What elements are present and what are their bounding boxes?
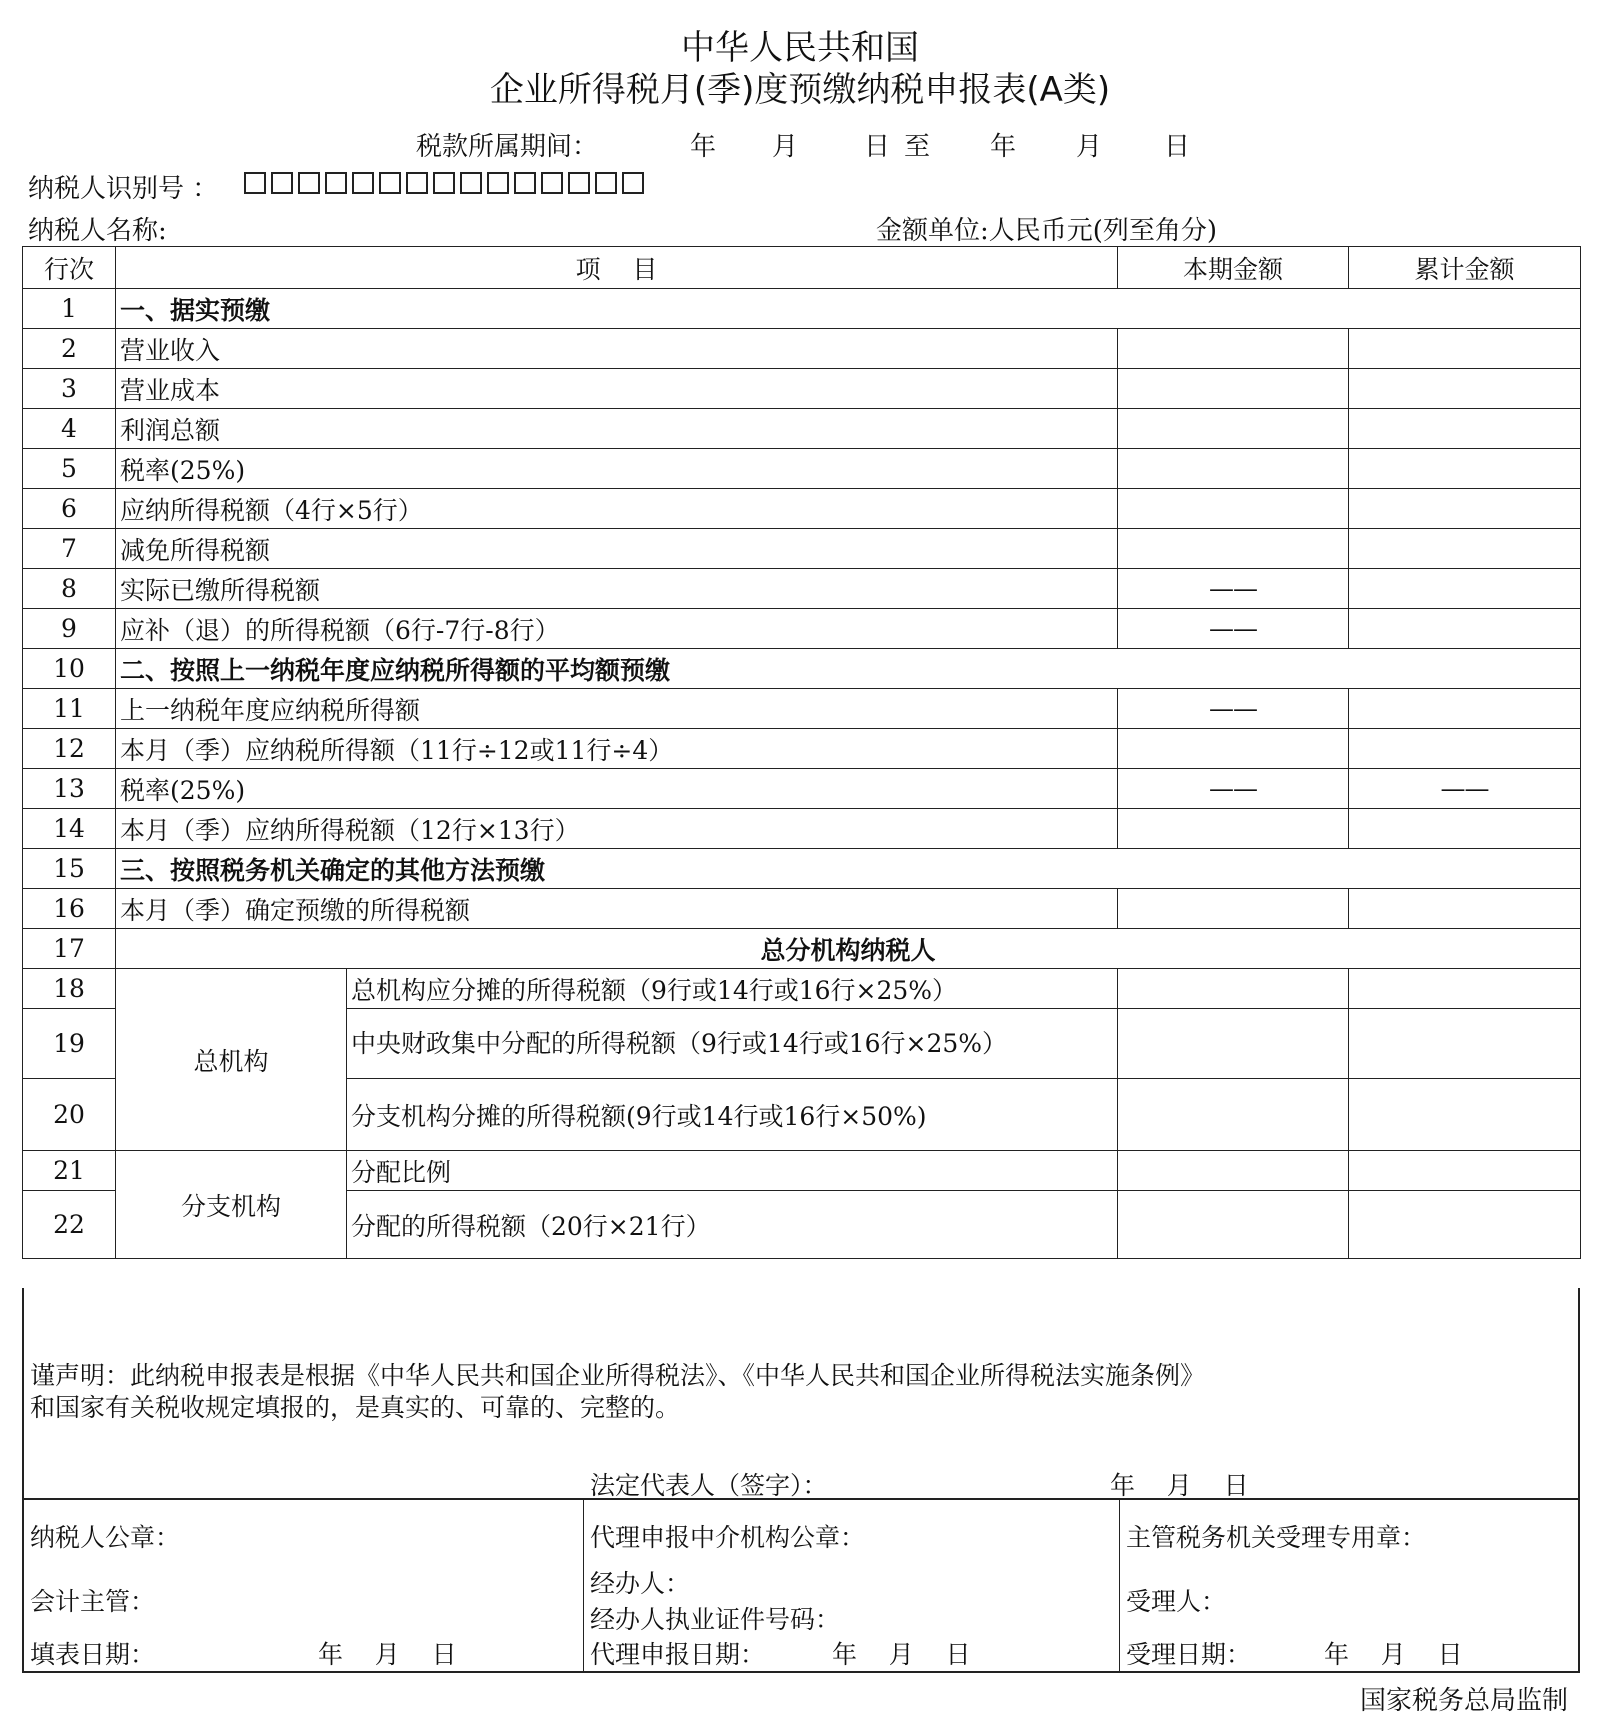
row-item: 本月（季）确定预缴的所得税额	[116, 889, 1118, 929]
agent-date-label: 代理申报日期：	[590, 1640, 766, 1669]
handler-label: 经办人：	[590, 1569, 691, 1598]
table-row	[23, 449, 1581, 489]
row-item: 分支机构分摊的所得税额(9行或14行或16行×50%)	[347, 1079, 1118, 1151]
row-item: 上一纳税年度应纳税所得额	[116, 689, 1118, 729]
row-number: 14	[23, 809, 116, 849]
receive-date-ymd[interactable]: 年 月 日	[1324, 1640, 1463, 1669]
section-heading: 二、按照上一纳税年度应纳税所得额的平均额预缴	[116, 649, 1581, 689]
signature-date[interactable]: 年 月 日	[1110, 1471, 1249, 1500]
current-amount-cell[interactable]	[1118, 889, 1349, 929]
row-item: 营业成本	[116, 369, 1118, 409]
divider	[1119, 1498, 1120, 1673]
row-number: 6	[23, 489, 116, 529]
row-item: 分配的所得税额（20行×21行）	[347, 1191, 1118, 1259]
row-item: 税率(25%)	[116, 769, 1118, 809]
row-number: 2	[23, 329, 116, 369]
id-digit-box[interactable]	[568, 172, 590, 194]
id-digit-box[interactable]	[271, 172, 293, 194]
period-to: 至	[904, 132, 931, 162]
cumulative-amount-cell[interactable]	[1349, 1191, 1581, 1259]
current-amount-cell[interactable]	[1118, 1191, 1349, 1259]
row-number: 17	[23, 929, 116, 969]
table-row	[23, 409, 1581, 449]
table-row	[23, 769, 1581, 809]
taxpayer-name-label: 纳税人名称:	[28, 216, 167, 246]
fill-date-label: 填表日期：	[30, 1640, 156, 1669]
id-digit-box[interactable]	[622, 172, 644, 194]
form-title-line1: 中华人民共和国	[681, 28, 919, 68]
row-number: 9	[23, 609, 116, 649]
row-item: 分配比例	[347, 1151, 1118, 1191]
current-amount-cell[interactable]	[1118, 369, 1349, 409]
current-amount-cell[interactable]	[1118, 809, 1349, 849]
taxpayer-seal-label: 纳税人公章：	[30, 1523, 181, 1552]
receiver-label: 受理人：	[1126, 1587, 1227, 1616]
id-digit-box[interactable]	[541, 172, 563, 194]
id-digit-box[interactable]	[487, 172, 509, 194]
declaration-line1: 谨声明：此纳税申报表是根据《中华人民共和国企业所得税法》、《中华人民共和国企业所得税法实施条例》	[30, 1361, 1206, 1390]
cumulative-amount-cell[interactable]	[1349, 809, 1581, 849]
row-item: 实际已缴所得税额	[116, 569, 1118, 609]
id-digit-box[interactable]	[433, 172, 455, 194]
table-row	[23, 329, 1581, 369]
branch-group-label: 分支机构	[116, 1151, 347, 1259]
current-amount-cell[interactable]	[1118, 1009, 1349, 1079]
id-digit-box[interactable]	[379, 172, 401, 194]
row-item: 应纳所得税额（4行×5行）	[116, 489, 1118, 529]
row-number: 19	[23, 1009, 116, 1079]
row-number: 20	[23, 1079, 116, 1151]
cumulative-amount-cell[interactable]	[1349, 569, 1581, 609]
cumulative-amount-cell[interactable]	[1349, 1079, 1581, 1151]
table-row	[23, 529, 1581, 569]
cumulative-amount-cell[interactable]	[1349, 889, 1581, 929]
col-header-current: 本期金额	[1118, 247, 1349, 289]
id-digit-box[interactable]	[406, 172, 428, 194]
period-day-start[interactable]: 日	[864, 132, 891, 162]
taxpayer-id-boxes[interactable]	[244, 172, 649, 194]
current-amount-cell[interactable]	[1118, 449, 1349, 489]
period-label: 税款所属期间：	[416, 132, 599, 162]
row-item: 应补（退）的所得税额（6行-7行-8行）	[116, 609, 1118, 649]
receive-date-label: 受理日期：	[1126, 1640, 1252, 1669]
table-row	[23, 929, 1581, 969]
row-number: 15	[23, 849, 116, 889]
table-header-row	[23, 247, 1581, 289]
cumulative-amount-cell[interactable]	[1349, 689, 1581, 729]
row-number: 12	[23, 729, 116, 769]
current-amount-dash: ——	[1118, 769, 1349, 809]
period-month-start[interactable]: 月	[772, 132, 799, 162]
legal-rep-signature[interactable]: 法定代表人（签字）：	[590, 1471, 828, 1500]
id-digit-box[interactable]	[298, 172, 320, 194]
row-number: 7	[23, 529, 116, 569]
row-item: 中央财政集中分配的所得税额（9行或14行或16行×25%）	[347, 1009, 1118, 1079]
period-day-end[interactable]: 日	[1164, 132, 1191, 162]
divider	[24, 1498, 1578, 1500]
cumulative-amount-cell[interactable]	[1349, 969, 1581, 1009]
current-amount-cell[interactable]	[1118, 729, 1349, 769]
row-number: 18	[23, 969, 116, 1009]
id-digit-box[interactable]	[352, 172, 374, 194]
form-title-line2: 企业所得税月(季)度预缴纳税申报表(A类)	[489, 70, 1111, 110]
row-number: 10	[23, 649, 116, 689]
id-digit-box[interactable]	[244, 172, 266, 194]
table-row	[23, 609, 1581, 649]
row-number: 13	[23, 769, 116, 809]
branch-taxpayer-heading: 总分机构纳税人	[116, 929, 1581, 969]
row-number: 21	[23, 1151, 116, 1191]
cumulative-amount-cell[interactable]	[1349, 1009, 1581, 1079]
current-amount-cell[interactable]	[1118, 1151, 1349, 1191]
cumulative-amount-cell[interactable]	[1349, 609, 1581, 649]
row-item: 总机构应分摊的所得税额（9行或14行或16行×25%）	[347, 969, 1118, 1009]
taxpayer-id-label: 纳税人识别号 ：	[28, 174, 219, 204]
table-row	[23, 849, 1581, 889]
divider	[583, 1498, 584, 1673]
current-amount-cell[interactable]	[1118, 1079, 1349, 1151]
current-amount-cell[interactable]	[1118, 489, 1349, 529]
row-number: 1	[23, 289, 116, 329]
row-number: 3	[23, 369, 116, 409]
row-item: 本月（季）应纳税所得额（11行÷12或11行÷4）	[116, 729, 1118, 769]
agent-seal-label: 代理申报中介机构公章：	[590, 1523, 866, 1552]
declaration-line2: 和国家有关税收规定填报的，是真实的、可靠的、完整的。	[30, 1393, 681, 1422]
table-row	[23, 369, 1581, 409]
section-heading: 一、据实预缴	[116, 289, 1581, 329]
id-digit-box[interactable]	[325, 172, 347, 194]
supervision-note: 国家税务总局监制	[1359, 1686, 1568, 1716]
declaration-section	[22, 1288, 1580, 1673]
table-row	[23, 889, 1581, 929]
row-item: 税率(25%)	[116, 449, 1118, 489]
col-header-row-no: 行次	[23, 247, 116, 289]
cumulative-amount-cell[interactable]	[1349, 729, 1581, 769]
cumulative-amount-cell[interactable]	[1349, 369, 1581, 409]
id-digit-box[interactable]	[514, 172, 536, 194]
row-number: 8	[23, 569, 116, 609]
current-amount-dash: ——	[1118, 689, 1349, 729]
row-item: 减免所得税额	[116, 529, 1118, 569]
id-digit-box[interactable]	[595, 172, 617, 194]
period-year-start[interactable]: 年	[690, 132, 717, 162]
col-header-item: 项 目	[116, 247, 1118, 289]
current-amount-cell[interactable]	[1118, 329, 1349, 369]
cumulative-amount-cell[interactable]	[1349, 409, 1581, 449]
table-row	[23, 689, 1581, 729]
table-row	[23, 1151, 1581, 1191]
current-amount-dash: ——	[1118, 609, 1349, 649]
agent-date-ymd[interactable]: 年 月 日	[832, 1640, 971, 1669]
table-row	[23, 969, 1581, 1009]
row-item: 利润总额	[116, 409, 1118, 449]
period-month-end[interactable]: 月	[1076, 132, 1103, 162]
row-number: 4	[23, 409, 116, 449]
row-item: 营业收入	[116, 329, 1118, 369]
row-number: 22	[23, 1191, 116, 1259]
table-row	[23, 569, 1581, 609]
row-number: 16	[23, 889, 116, 929]
section-heading: 三、按照税务机关确定的其他方法预缴	[116, 849, 1581, 889]
table-row	[23, 489, 1581, 529]
accountant-label: 会计主管：	[30, 1587, 156, 1616]
authority-seal-label: 主管税务机关受理专用章：	[1126, 1523, 1427, 1552]
cumulative-amount-cell[interactable]	[1349, 529, 1581, 569]
current-amount-dash: ——	[1118, 569, 1349, 609]
current-amount-cell[interactable]	[1118, 529, 1349, 569]
cumulative-amount-dash: ——	[1349, 769, 1581, 809]
table-row	[23, 649, 1581, 689]
head-office-group-label: 总机构	[116, 969, 347, 1151]
table-row	[23, 729, 1581, 769]
cumulative-amount-cell[interactable]	[1349, 489, 1581, 529]
row-number: 5	[23, 449, 116, 489]
col-header-cumulative: 累计金额	[1349, 247, 1581, 289]
period-year-end[interactable]: 年	[990, 132, 1017, 162]
current-amount-cell[interactable]	[1118, 409, 1349, 449]
table-row	[23, 289, 1581, 329]
handler-cert-label: 经办人执业证件号码：	[590, 1605, 841, 1634]
declaration-table	[22, 246, 1581, 1259]
cumulative-amount-cell[interactable]	[1349, 449, 1581, 489]
row-number: 11	[23, 689, 116, 729]
cumulative-amount-cell[interactable]	[1349, 329, 1581, 369]
table-row	[23, 809, 1581, 849]
current-amount-cell[interactable]	[1118, 969, 1349, 1009]
amount-unit: 金额单位:人民币元(列至角分)	[876, 216, 1218, 246]
id-digit-box[interactable]	[460, 172, 482, 194]
fill-date-ymd[interactable]: 年 月 日	[318, 1640, 457, 1669]
row-item: 本月（季）应纳所得税额（12行×13行）	[116, 809, 1118, 849]
cumulative-amount-cell[interactable]	[1349, 1151, 1581, 1191]
